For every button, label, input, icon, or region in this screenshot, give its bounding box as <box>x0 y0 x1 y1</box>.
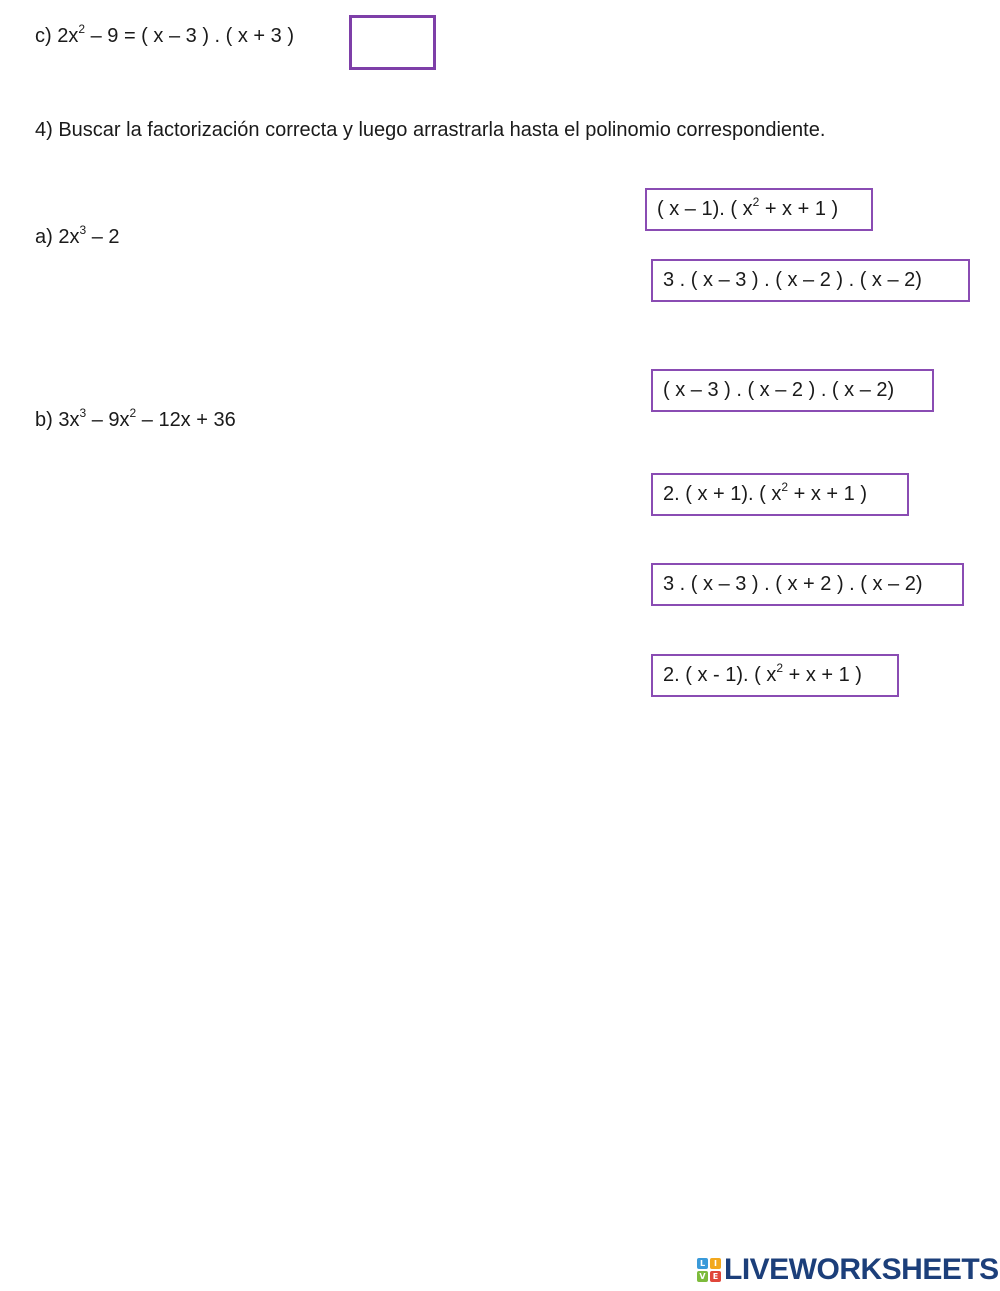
option-1-rest: + x + 1 ) <box>759 198 839 220</box>
exercise-c-prefix: c) 2x <box>35 25 79 47</box>
option-6-base: 2. ( x - 1). ( x <box>663 664 777 686</box>
option-2-text: 3 . ( x – 3 ) . ( x – 2 ) . ( x – 2) <box>663 269 922 291</box>
polynomial-b[interactable] <box>35 408 236 432</box>
option-chip-4[interactable] <box>651 473 909 516</box>
polynomial-b-middle: – 9x <box>86 409 130 431</box>
polynomial-b-exponent-2: 2 <box>129 406 137 420</box>
polynomial-b-exponent-1: 3 <box>79 406 87 420</box>
option-5-text: 3 . ( x – 3 ) . ( x + 2 ) . ( x – 2) <box>663 573 923 595</box>
question-4-instruction: 4) Buscar la factorización correcta y luego arrastrarla hasta el polinomio correspondiente. <box>35 119 826 141</box>
liveworksheets-logo-icon <box>697 1258 721 1282</box>
option-6-exponent: 2 <box>776 661 784 675</box>
liveworksheets-logo-text: LIVEWORKSHEETS <box>724 1253 999 1286</box>
option-chip-6[interactable] <box>651 654 899 697</box>
logo-mark-v: V <box>697 1271 708 1282</box>
exercise-c-text <box>35 24 294 48</box>
logo-mark-e: E <box>710 1271 721 1282</box>
option-chip-3[interactable] <box>651 369 934 412</box>
exercise-c-exponent: 2 <box>78 22 86 36</box>
option-4-rest: + x + 1 ) <box>788 483 867 505</box>
option-chip-2[interactable] <box>651 259 970 302</box>
option-chip-1[interactable] <box>645 188 873 231</box>
polynomial-a-exponent: 3 <box>79 223 87 237</box>
polynomial-a[interactable] <box>35 225 120 249</box>
polynomial-a-base: a) 2x <box>35 226 80 248</box>
option-chip-5[interactable] <box>651 563 964 606</box>
option-4-exponent: 2 <box>781 480 789 494</box>
logo-mark-l: L <box>697 1258 708 1269</box>
exercise-c-answer-box[interactable] <box>349 15 436 70</box>
logo-mark-i: I <box>710 1258 721 1269</box>
option-3-text: ( x – 3 ) . ( x – 2 ) . ( x – 2) <box>663 379 895 401</box>
exercise-c-rest: – 9 = ( x – 3 ) . ( x + 3 ) <box>85 25 294 47</box>
option-4-base: 2. ( x + 1). ( x <box>663 483 782 505</box>
option-6-rest: + x + 1 ) <box>783 664 862 686</box>
polynomial-b-base: b) 3x <box>35 409 80 431</box>
option-1-base: ( x – 1). ( x <box>657 198 753 220</box>
liveworksheets-logo <box>697 1254 999 1286</box>
option-1-exponent: 2 <box>752 195 760 209</box>
polynomial-a-rest: – 2 <box>86 226 120 248</box>
polynomial-b-rest: – 12x + 36 <box>136 409 236 431</box>
